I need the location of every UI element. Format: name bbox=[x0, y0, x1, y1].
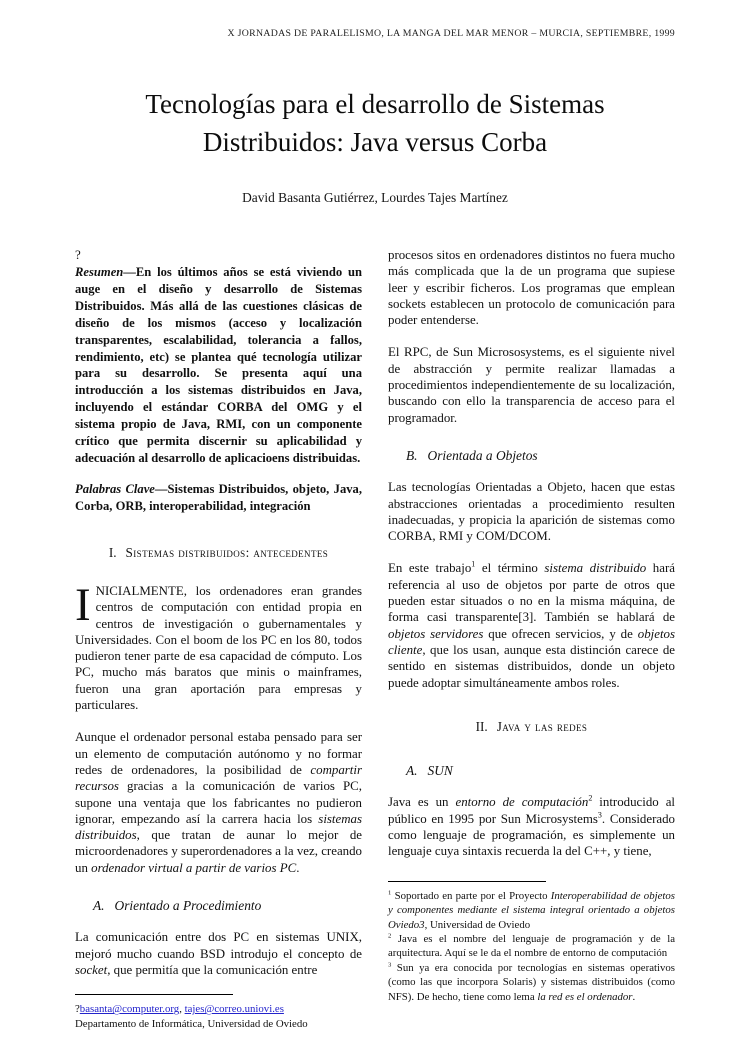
email-link-basanta[interactable]: basanta@computer.org bbox=[79, 1003, 180, 1016]
subsection-number: A. bbox=[406, 763, 418, 779]
title-line-2: Distribuidos: Java versus Corba bbox=[202, 127, 548, 157]
affiliation-line: Departamento de Informática, Universidad de Oviedo bbox=[75, 1017, 308, 1030]
subsection-heading-objetos bbox=[388, 448, 675, 464]
paragraph-rpc: El RPC, de Sun Micrososystems, es el siguiente nivel de abstracción y permite realizar llamadas a procedimientos independientemente de su localización, buscando con ello la transparencia de acceso para el programador. bbox=[388, 345, 675, 425]
keywords-text: —Sistemas Distribuidos, objeto, Java, Corba, ORB, interoperabilidad, integración bbox=[75, 481, 362, 513]
paper-title bbox=[75, 85, 675, 161]
subsection-title: Orientada a Objetos bbox=[427, 447, 538, 463]
footnote-rule bbox=[75, 994, 233, 995]
running-header: X JORNADAS DE PARALELISMO, LA MANGA DEL MAR MENOR – MURCIA, SEPTIEMBRE, 1999 bbox=[227, 28, 675, 39]
subsection-number: A. bbox=[93, 898, 105, 914]
paragraph-aunque: Aunque el ordenador personal estaba pensado para ser un elemento de computación autónomo y no formar redes de ordenadores, la posibilidad de compartir recursos gracias a la comunicación de varios PC, supone una ventaja que los fabricantes no pudieron ignorar, empezando así la carrera hacia los sistemas distribuidos, que tratan de aunar lo mejor de microordenadores y superordenadores a la vez, creando un ordenador virtual a partir de varios PC. bbox=[75, 730, 362, 875]
footnote-2: $^2$ Java es el nombre del lenguaje de programación y de la arquitectura. Aquí se le da el nombre de entorno de computación bbox=[388, 932, 675, 960]
section-heading-antecedentes bbox=[75, 545, 362, 561]
email-separator: , bbox=[179, 1003, 185, 1016]
abstract-paragraph bbox=[75, 264, 362, 467]
abstract-text: —En los últimos años se está viviendo un auge en el diseño y desarrollo de Sistemas Distribuidos. Más allá de las cuestiones clásicas de diseño de los mismos (acceso y localización transparentes, escalabilidad, tolerancia a fallos, rendimiento, etc) se plantea qué tecnología utilizar para su desarrollo. Se presenta aquí una introducción a los sistemas distribuidos en Java, incluyendo el estándar CORBA del OMG y el sistema propio de Java, RMI, con un componente crítico que permita discernir su aplicabilidad y adecuación al desarrollo de aplicacioens distribuidas. bbox=[75, 265, 362, 465]
section-number: I. bbox=[108, 544, 117, 560]
section-title: Java y las redes bbox=[496, 718, 588, 734]
section-number: II. bbox=[475, 718, 488, 734]
paragraph-procesos: procesos sitos en ordenadores distintos no fuera mucho más complicada que la de un programa que supiese leer y escribir ficheros. Los programas que emplean sockets establecen un protocolo de comunicación para poder entenderse. bbox=[388, 248, 675, 328]
email-link-tajes[interactable]: tajes@correo.uniovi.es bbox=[184, 1003, 284, 1016]
subsection-number: B. bbox=[406, 447, 418, 463]
footnotes-block bbox=[388, 881, 675, 1004]
paragraph-tecnologias: Las tecnologías Orientadas a Objeto, hacen que estas abstracciones orientadas a procedimiento resulten inadecuadas, y propicia la aparición de sistemas como CORBA, RMI y COM/DCOM. bbox=[388, 480, 675, 544]
two-column-body bbox=[75, 247, 676, 1030]
section-title: Sistemas distribuidos: antecedentes bbox=[125, 544, 329, 560]
left-column bbox=[75, 247, 362, 1030]
abstract-lead-label: Resumen bbox=[75, 265, 124, 279]
footnote-rule bbox=[388, 881, 546, 882]
subsection-heading-procedimiento bbox=[75, 898, 362, 914]
subsection-heading-sun bbox=[388, 763, 675, 779]
author-footnote-emails bbox=[75, 1002, 362, 1016]
footnote-1: $^1$ Soportado en parte por el Proyecto Interoperabilidad de objetos y componentes mediante el sistema integral orientado a objetos Oviedo3, Universidad de Oviedo bbox=[388, 889, 675, 931]
author-footnote-marker: ? bbox=[75, 1003, 80, 1016]
author-footnote-block bbox=[75, 994, 362, 1031]
paragraph-inicialmente-text: NICIALMENTE, los ordenadores eran grandes centros de computación con entidad propia en centros de investigación o gubernamentales y Universidades. Con el boom de los PC en los 80, todos pudieron tener parte de esa capacidad de cómputo. Los PC, mucho más baratos que minis o mainframes, fueron una gran aportación para empresas y particulares. bbox=[75, 583, 362, 713]
paragraph-comunicacion: La comunicación entre dos PC en sistemas UNIX, mejoró mucho cuando BSD introdujo el concepto de socket, que permitía que la comunicación entre bbox=[75, 930, 362, 977]
subsection-title: Orientado a Procedimiento bbox=[114, 898, 262, 914]
section-heading-java-redes bbox=[388, 719, 675, 735]
paragraph-trabajo: En este trabajo$^1$ el término sistema distribuido hará referencia al uso de objetos por parte de otros que pueden estar situados o no en la misma máquina, de forma casi transparente[3]. También se hablará de objetos servidores que ofrecen servicios, y de objetos cliente, que los usan, aunque esta distinción carece de sentido en sistemas distribuidos, donde un objeto puede adoptar simultáneamente ambos roles. bbox=[388, 560, 675, 690]
paragraph-inicialmente bbox=[75, 578, 362, 713]
dropcap-letter: I bbox=[75, 578, 91, 631]
paragraph-java: Java es un entorno de computación$^2$ introducido al público en 1995 por Sun Microsystems$^3$. Considerado como lenguaje de programación, es simplemente un lenguaje cuya sintaxis recuerda la del C++, y tiene, bbox=[388, 794, 676, 859]
footnote-3: $^3$ Sun ya era conocida por tecnologías en sistemas operativos (como las que incorpora Solaris) y sistemas distribuidos (como NFS). De hecho, tiene como lema la red es el ordenador. bbox=[388, 961, 675, 1003]
abstract-footnote-marker: ? bbox=[75, 247, 81, 262]
title-line-1: Tecnologías para el desarrollo de Sistemas bbox=[145, 89, 605, 119]
subsection-title: SUN bbox=[427, 763, 453, 779]
keywords-lead-label: Palabras Clave bbox=[75, 481, 155, 496]
right-column bbox=[388, 247, 675, 1004]
authors-line: David Basanta Gutiérrez, Lourdes Tajes Martínez bbox=[242, 190, 508, 205]
keywords-paragraph bbox=[75, 481, 362, 515]
